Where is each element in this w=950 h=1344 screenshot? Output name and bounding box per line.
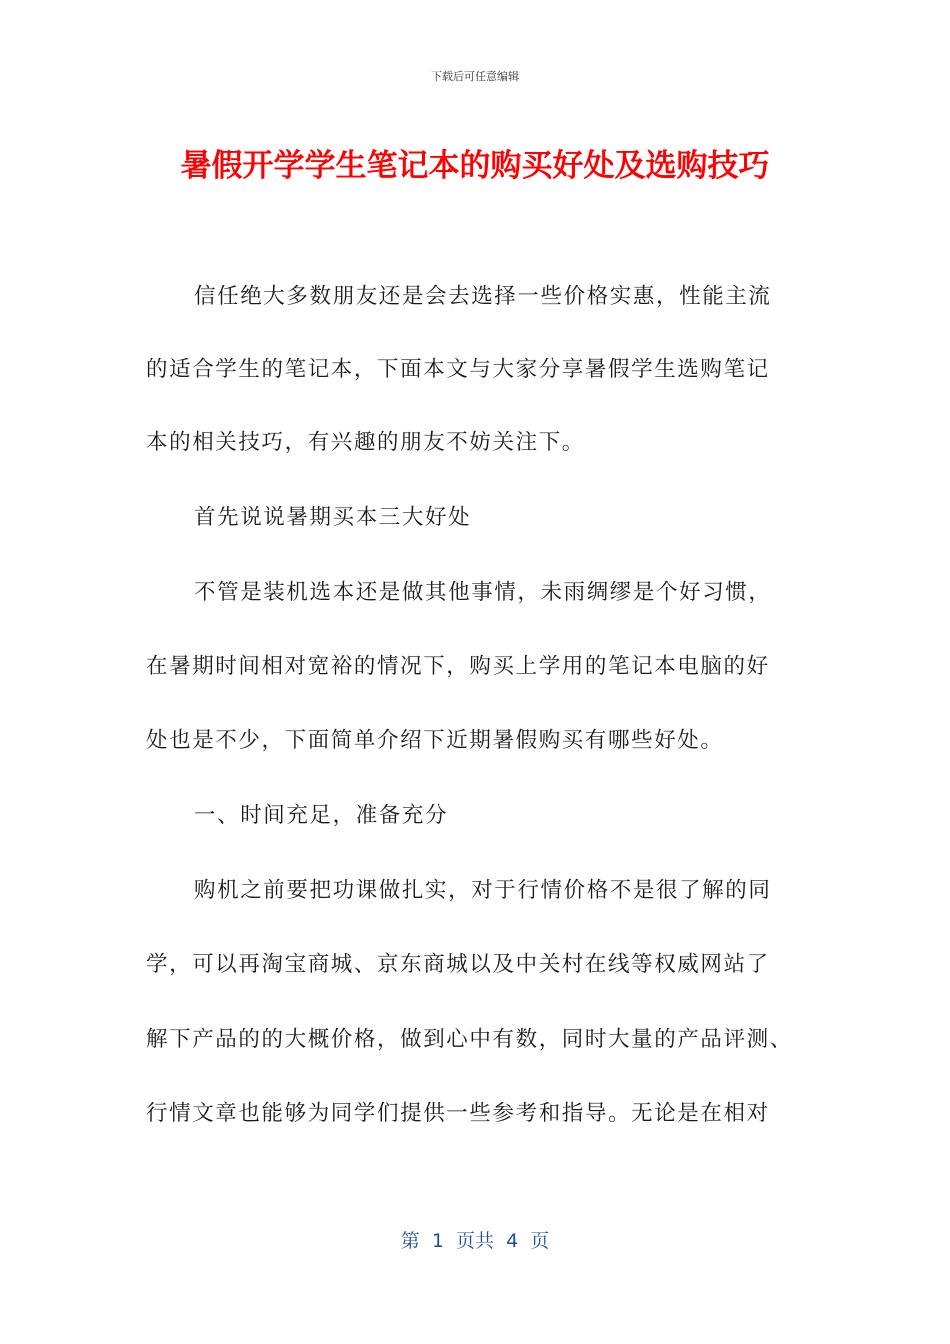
page-number-footer: 第 1 页共 4 页 [400,1230,550,1252]
paragraph-line: 学，可以再淘宝商城、京东商城以及中关村在线等权威网站了 [146,952,770,977]
paragraph-line: 不管是装机选本还是做其他事情，未雨绸缪是个好习惯， [194,580,772,605]
paragraph-line: 的适合学生的笔记本，下面本文与大家分享暑假学生选购笔记 [146,357,770,382]
paragraph-line: 解下产品的的大概价格，做到心中有数，同时大量的产品评测、 [146,1027,793,1052]
section-heading: 一、时间充足，准备充分 [194,803,449,828]
paragraph-line: 本的相关技巧，有兴趣的朋友不妨关注下。 [146,430,585,455]
paragraph-line: 在暑期时间相对宽裕的情况下，购买上学用的笔记本电脑的好 [146,654,770,679]
header-note: 下载后可任意编辑 [431,70,519,83]
section-heading: 首先说说暑期买本三大好处 [194,505,472,530]
document-title: 暑假开学学生笔记本的购买好处及选购技巧 [180,148,770,184]
paragraph-line: 处也是不少，下面简单介绍下近期暑假购买有哪些好处。 [146,728,724,753]
paragraph-line: 行情文章也能够为同学们提供一些参考和指导。无论是在相对 [146,1101,770,1126]
paragraph-line: 信任绝大多数朋友还是会去选择一些价格实惠，性能主流 [194,284,772,309]
paragraph-line: 购机之前要把功课做扎实，对于行情价格不是很了解的同 [194,878,772,903]
